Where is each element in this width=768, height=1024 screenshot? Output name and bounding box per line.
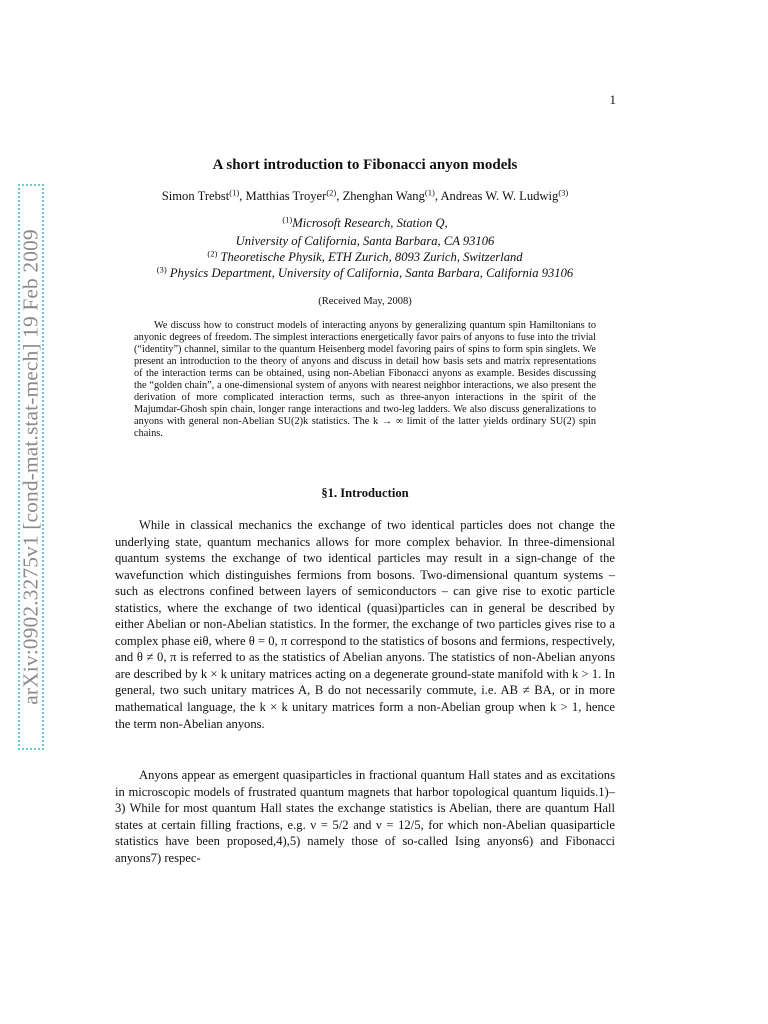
paper-title: A short introduction to Fibonacci anyon models xyxy=(212,157,518,173)
author-name: Andreas W. W. Ludwig xyxy=(440,189,559,203)
affiliation-line xyxy=(100,266,630,281)
page-number: 1 xyxy=(609,92,616,107)
abstract: We discuss how to construct models of interacting anyons by generalizing quantum spin Hamiltonians to anyonic degrees of freedom. The simplest interactions energetically favor pairs of anyons to fuse into the trivial (“identity”) channel, similar to the quantum Heisenberg model favoring pairs of spins to form spin singlets. We present an introduction to the theory of anyons and discuss in detail how basis sets and matrix representations of the interaction terms can be obtained, using non-Abelian Fibonacci anyons as example. Besides discussing the “golden chain”, a one-dimensional system of anyons with nearest neighbor interactions, we also present the derivation of more complicated interaction terms, such as three-anyon interactions in the spirit of the Majumdar-Ghosh spin chain, longer range interactions and two-leg ladders. We also discuss generalizations to anyons with general non-Abelian SU(2)k statistics. The k → ∞ limit of the latter yields ordinary SU(2) spin chains. xyxy=(134,320,596,440)
received-date: (Received May, 2008) xyxy=(318,296,412,307)
affiliation-mark: (2) xyxy=(207,248,218,259)
author-affiliation-mark: (2) xyxy=(326,187,337,198)
affiliation-text: Microsoft Research, Station Q, xyxy=(292,216,448,230)
body-paragraph: Anyons appear as emergent quasiparticles in fractional quantum Hall states and as excitations in microscopic models of frustrated quantum magnets that harbor topological quantum liquids.1)–3) While for most quantum Hall states the exchange statistics is Abelian, there are quantum Hall states at certain filling fractions, e.g. ν = 5/2 and ν = 12/5, for which non-Abelian quasiparticle statistics have been proposed,4),5) namely those of so-called Ising anyons6) and Fibonacci anyons7) respec- xyxy=(115,768,615,865)
affiliation-mark: (1) xyxy=(282,214,293,225)
affiliation-line xyxy=(100,250,630,265)
affiliation-text: University of California, Santa Barbara, CA 93106 xyxy=(235,234,495,248)
author-name: Simon Trebst xyxy=(161,189,230,203)
body-paragraph: While in classical mechanics the exchange of two identical particles does not change the underlying state, quantum mechanics allows for more complex behavior. In three-dimensional quantum systems the exchange of two identical particles may result in a sign-change of the wavefunction which distinguishes fermions from bosons. Two-dimensional quantum systems – such as electrons confined between layers of semiconductors – can give rise to exotic particle statistics, where the exchange of two identical (quasi)particles can in general be described by either Abelian or non-Abelian statistics. In the former, the exchange of two particles gives rise to a complex phase eiθ, where θ = 0, π correspond to the statistics of bosons and fermions, respectively, and θ ≠ 0, π is referred to as the statistics of Abelian anyons. The statistics of non-Abelian anyons are described by k × k unitary matrices acting on a degenerate ground-state manifold with k > 1. In general, two such unitary matrices A, B do not necessarily commute, i.e. AB ≠ BA, or in more mathematical language, the k × k unitary matrices form a non-Abelian group when k > 1, hence the term non-Abelian anyons. xyxy=(115,518,615,731)
affiliation-text: Theoretische Physik, ETH Zurich, 8093 Zurich, Switzerland xyxy=(220,250,523,264)
author-list: Simon Trebst$^{(1)}$, Matthias Troyer$^{(2)}$, Zhenghan Wang$^{(1)}$, Andreas W. W. Ludwig$^{(3)}$ xyxy=(161,187,569,203)
author-affiliation-mark: (1) xyxy=(229,187,240,198)
affiliation-text: Physics Department, University of California, Santa Barbara, California 93106 xyxy=(169,266,574,280)
affiliation-line xyxy=(100,216,630,231)
author-name: Matthias Troyer xyxy=(245,189,327,203)
affiliation-mark: (3) xyxy=(156,264,167,275)
affiliation-line xyxy=(100,234,630,249)
author-affiliation-mark: (3) xyxy=(558,187,569,198)
author-name: Zhenghan Wang xyxy=(342,189,425,203)
section-heading: §1. Introduction xyxy=(321,486,409,500)
arxiv-stamp[interactable]: arXiv:0902.3275v1 [cond-mat.stat-mech] 19 Feb 2009 xyxy=(18,229,43,705)
author-affiliation-mark: (1) xyxy=(424,187,435,198)
